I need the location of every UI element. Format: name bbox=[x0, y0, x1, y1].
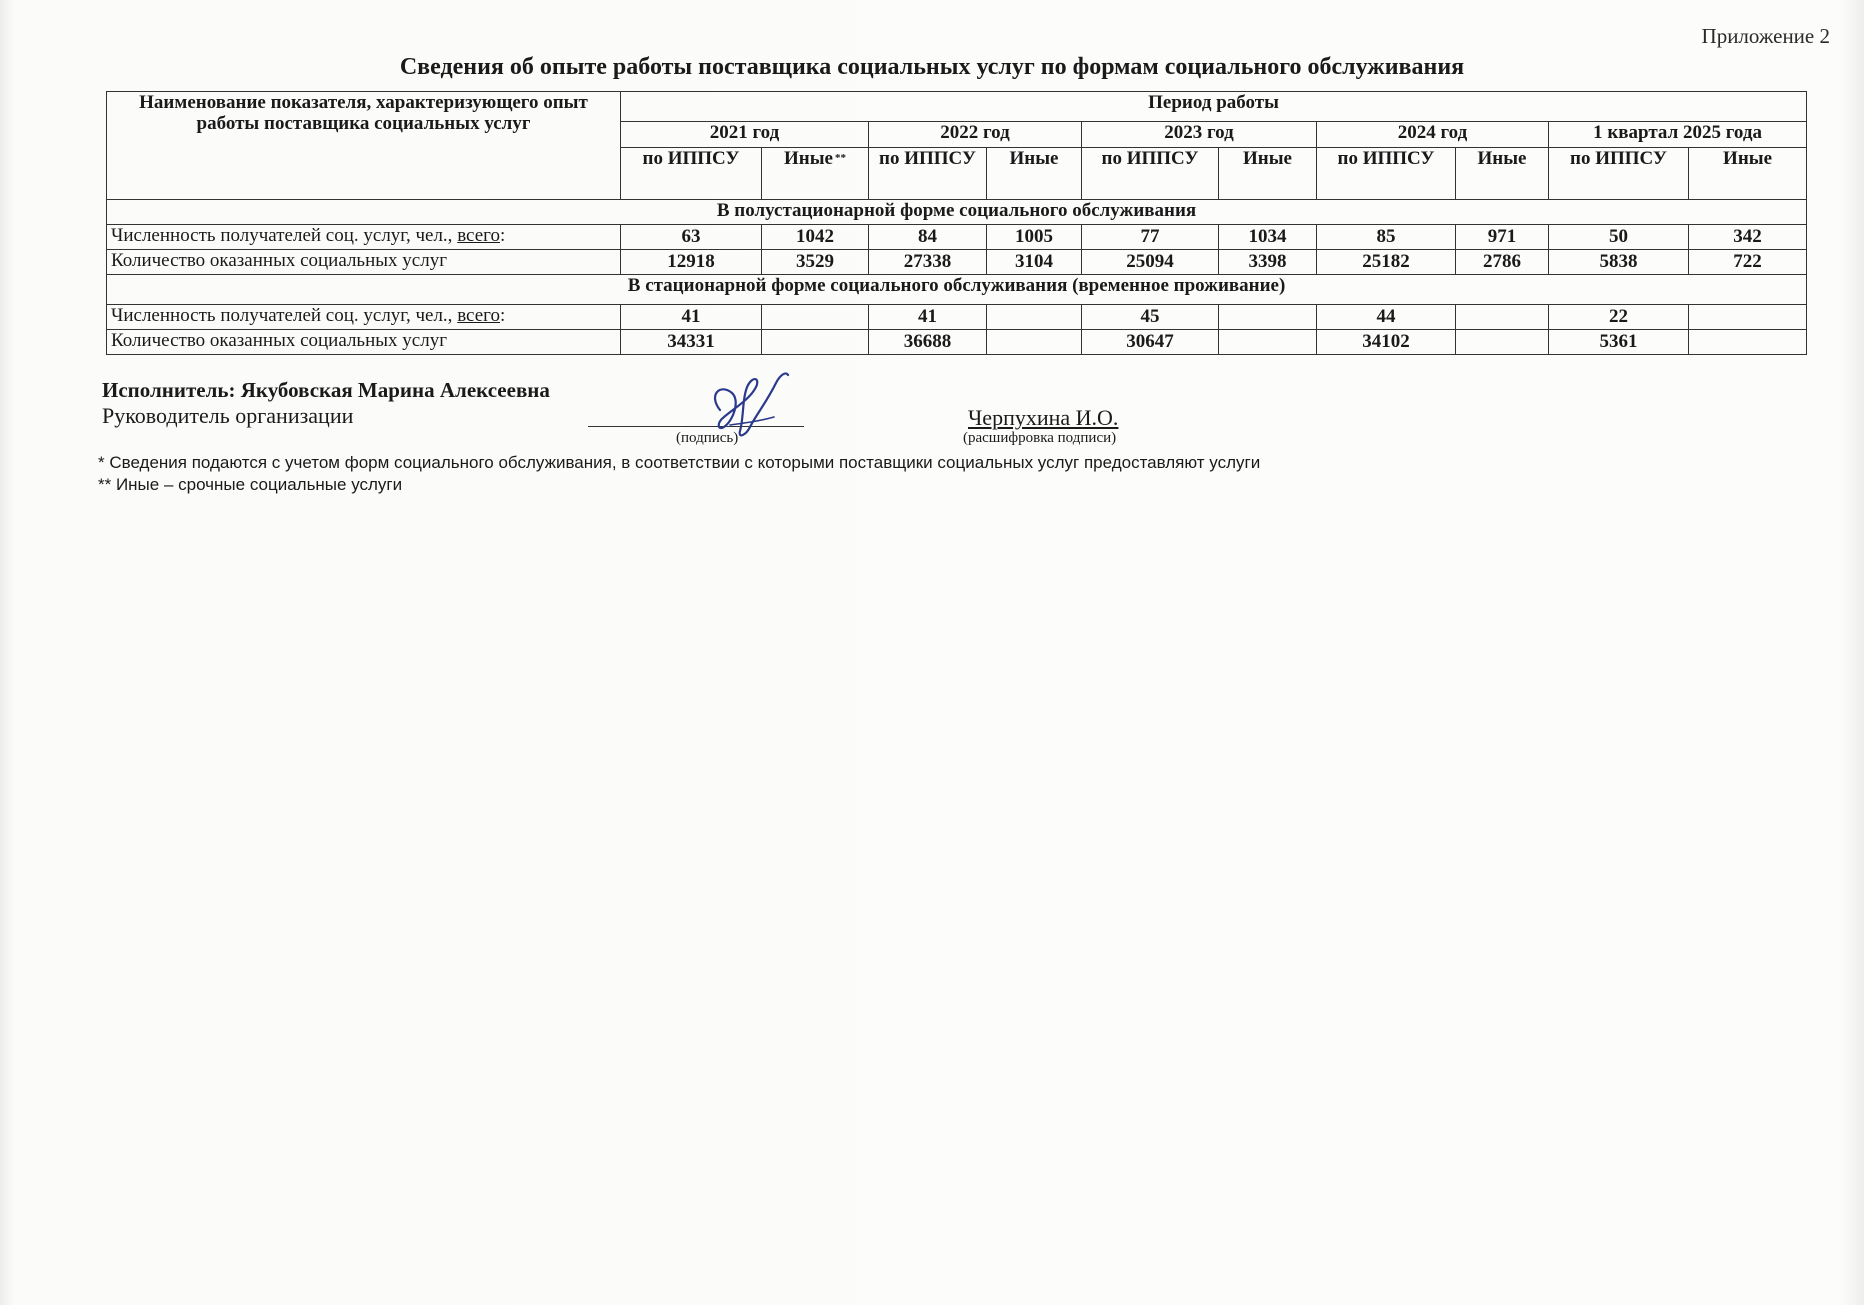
table-cell: 41 bbox=[621, 305, 762, 330]
head-of-organization-label: Руководитель организации bbox=[102, 403, 354, 428]
table-cell bbox=[1689, 305, 1807, 330]
table-cell bbox=[1689, 330, 1807, 355]
table-cell: 44 bbox=[1317, 305, 1456, 330]
table-row bbox=[107, 330, 1807, 355]
executor-line: Исполнитель: Якубовская Марина Алексеевна bbox=[102, 378, 550, 402]
row-label-services: Количество оказанных социальных услуг bbox=[107, 250, 621, 275]
table-cell bbox=[1219, 305, 1317, 330]
signature-caption: (подпись) bbox=[676, 430, 739, 446]
handwritten-signature bbox=[690, 365, 800, 447]
document-title: Сведения об опыте работы поставщика социальных услуг по формам социального обслуживания bbox=[399, 54, 1465, 80]
table-cell: 1042 bbox=[762, 225, 869, 250]
table-cell: 22 bbox=[1549, 305, 1689, 330]
table-cell: 45 bbox=[1082, 305, 1219, 330]
table-cell: 5838 bbox=[1549, 250, 1689, 275]
signer-name: Черпухина И.О. bbox=[968, 405, 1119, 430]
table-cell: 12918 bbox=[621, 250, 762, 275]
row-label-services: Количество оказанных социальных услуг bbox=[107, 330, 621, 355]
experience-table bbox=[106, 91, 1807, 355]
table-cell: 84 bbox=[869, 225, 987, 250]
indicator-header: Наименование показателя, характеризующего опыт работы поставщика социальных услуг bbox=[107, 92, 621, 200]
col-header-ippsu: по ИППСУ bbox=[1082, 148, 1219, 200]
year-header: 2022 год bbox=[869, 122, 1082, 148]
year-header: 2024 год bbox=[1317, 122, 1549, 148]
table-cell bbox=[1219, 330, 1317, 355]
table-cell: 1005 bbox=[987, 225, 1082, 250]
table-cell: 3398 bbox=[1219, 250, 1317, 275]
table-cell: 5361 bbox=[1549, 330, 1689, 355]
period-header: Период работы bbox=[621, 92, 1807, 122]
table-cell: 1034 bbox=[1219, 225, 1317, 250]
table-cell bbox=[762, 305, 869, 330]
col-header-ippsu: по ИППСУ bbox=[621, 148, 762, 200]
row-label-recipients: Численность получателей соц. услуг, чел., всего: bbox=[107, 225, 621, 250]
col-header-ippsu: по ИППСУ bbox=[1317, 148, 1456, 200]
table-cell: 27338 bbox=[869, 250, 987, 275]
table-row bbox=[107, 250, 1807, 275]
col-header-ippsu: по ИППСУ bbox=[869, 148, 987, 200]
table-cell: 41 bbox=[869, 305, 987, 330]
table-cell: 722 bbox=[1689, 250, 1807, 275]
section-semistationary: В полустационарной форме социального обслуживания bbox=[107, 200, 1807, 225]
table-cell: 36688 bbox=[869, 330, 987, 355]
row-label-recipients: Численность получателей соц. услуг, чел., всего: bbox=[107, 305, 621, 330]
col-header-ippsu: по ИППСУ bbox=[1549, 148, 1689, 200]
table-cell bbox=[987, 305, 1082, 330]
col-header-other: Иные bbox=[1456, 148, 1549, 200]
footnote-1: * Сведения подаются с учетом форм социального обслуживания, в соответствии с которыми поставщики социальных услуг предоставляют услуги bbox=[98, 453, 1261, 472]
table-cell: 85 bbox=[1317, 225, 1456, 250]
table-cell bbox=[1456, 330, 1549, 355]
table-cell bbox=[762, 330, 869, 355]
table-cell: 50 bbox=[1549, 225, 1689, 250]
col-header-other: Иные ** bbox=[762, 148, 869, 200]
table-cell: 3529 bbox=[762, 250, 869, 275]
table-cell: 25182 bbox=[1317, 250, 1456, 275]
year-header: 1 квартал 2025 года bbox=[1549, 122, 1807, 148]
table-cell: 25094 bbox=[1082, 250, 1219, 275]
table-cell: 34331 bbox=[621, 330, 762, 355]
appendix-label: Приложение 2 bbox=[1701, 24, 1830, 48]
year-header: 2021 год bbox=[621, 122, 869, 148]
table-cell: 971 bbox=[1456, 225, 1549, 250]
footnote-2: ** Иные – срочные социальные услуги bbox=[98, 475, 403, 494]
year-header: 2023 год bbox=[1082, 122, 1317, 148]
table-cell: 77 bbox=[1082, 225, 1219, 250]
table-cell: 342 bbox=[1689, 225, 1807, 250]
table-cell: 63 bbox=[621, 225, 762, 250]
table-cell bbox=[987, 330, 1082, 355]
table-cell: 30647 bbox=[1082, 330, 1219, 355]
signer-name-caption: (расшифровка подписи) bbox=[963, 430, 1117, 446]
section-stationary: В стационарной форме социального обслуживания (временное проживание) bbox=[107, 275, 1807, 305]
table-cell: 3104 bbox=[987, 250, 1082, 275]
table-cell: 2786 bbox=[1456, 250, 1549, 275]
table-cell bbox=[1456, 305, 1549, 330]
col-header-other: Иные bbox=[987, 148, 1082, 200]
col-header-other: Иные bbox=[1219, 148, 1317, 200]
table-cell: 34102 bbox=[1317, 330, 1456, 355]
col-header-other: Иные bbox=[1689, 148, 1807, 200]
table-row bbox=[107, 225, 1807, 250]
table-row bbox=[107, 305, 1807, 330]
